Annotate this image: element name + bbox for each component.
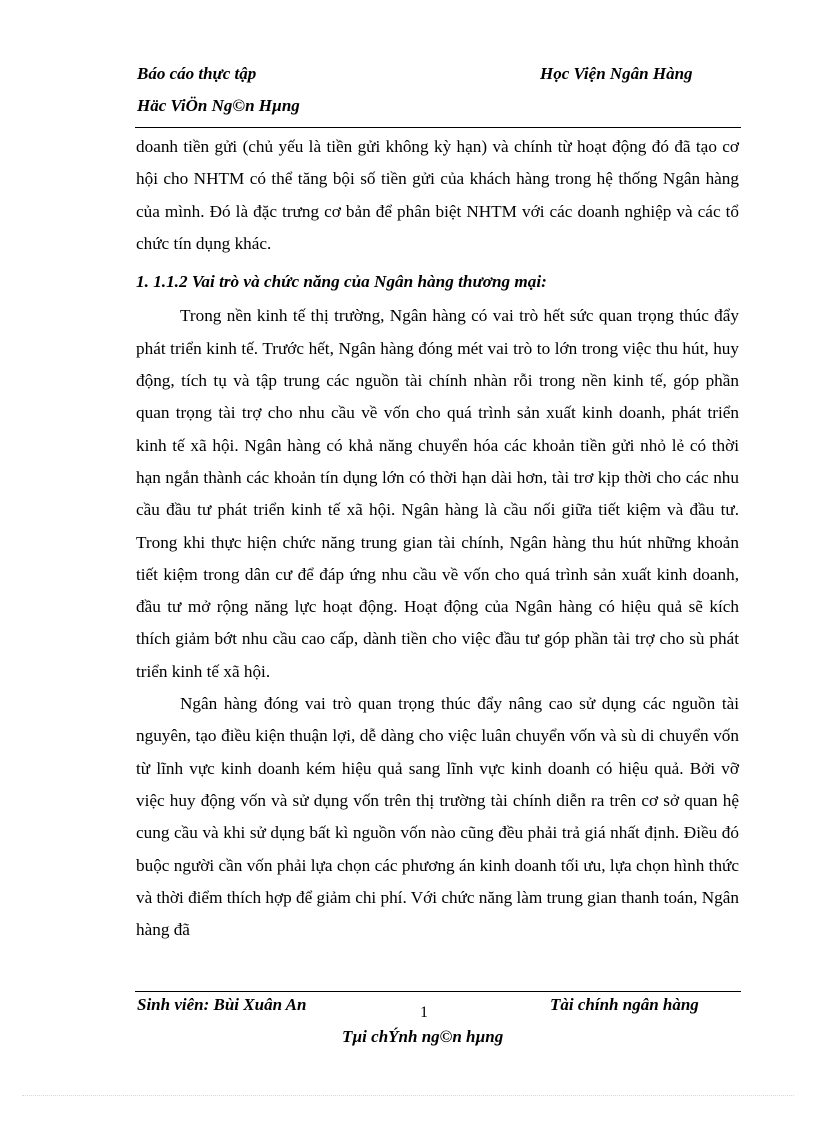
header-rule [135, 127, 741, 128]
section-heading: 1. 1.1.2 Vai trò và chức năng của Ngân hàng thương mại: [136, 272, 547, 292]
paragraph-2: Trong nền kinh tế thị trường, Ngân hàng có vai trò hết sức quan trọng thúc đẩy phát triển kinh tế. Trước hết, Ngân hàng đóng mét vai trò to lớn trong việc thu hút, huy động, tích tụ và tập trung các nguồn tài chính nhàn rỗi trong nền kinh tế, góp phần quan trọng tài trợ cho nhu cầu về vốn cho quá trình sản xuất kinh doanh, phát triển kinh tế xã hội. Ngân hàng có khả năng chuyển hóa các khoản tiền gửi nhỏ lẻ có thời hạn ngắn thành các khoản tín dụng lớn có thời hạn dài hơn, tài trơ kịp thời cho các nhu cầu đầu tư phát triển kinh tế xã hội. Ngân hàng là cầu nối giữa tiết kiệm và đầu tư. Trong khi thực hiện chức năng trung gian tài chính, Ngân hàng thu hút những khoản tiết kiệm trong dân cư để đáp ứng nhu cầu về vốn cho quá trình sản xuất kinh doanh, đầu tư mở rộng năng lực hoạt động. Hoạt động của Ngân hàng có hiệu quả sẽ kích thích giảm bớt nhu cầu cao cấp, dành tiền cho việc đầu tư góp phần tài trợ cho sù phát triển kinh tế xã hội. [136, 306, 739, 681]
paragraph-1: doanh tiền gửi (chủ yếu là tiền gửi không kỳ hạn) và chính từ hoạt động đó đã tạo cơ hội cho NHTM có thể tăng bội số tiền gửi của khách hàng trong hệ thống Ngân hàng của mình. Đó là đặc trưng cơ bản để phân biệt NHTM với các doanh nghiệp và các tổ chức tín dụng khác. [136, 137, 739, 253]
footer-student-name: Sinh viên: Bùi Xuân An [137, 995, 307, 1014]
page-number: 1 [420, 1004, 428, 1021]
header-left-title: Báo cáo thực tập [137, 64, 257, 83]
footer-garbled-line: Tµi chÝnh ng©n hµng [342, 1027, 504, 1046]
page-bottom-dotted-line [22, 1095, 794, 1096]
footer-rule [135, 991, 741, 992]
header-garbled-line: Häc ViÖn Ng©n Hµng [137, 96, 300, 115]
document-body [136, 131, 739, 946]
header-right-title: Học Viện Ngân Hàng [540, 64, 693, 83]
paragraph-3: Ngân hàng đóng vai trò quan trọng thúc đẩy nâng cao sử dụng các nguồn tài nguyên, tạo điều kiện thuận lợi, dễ dàng cho việc luân chuyển vốn và sù di chuyển vốn từ lĩnh vực kinh doanh kém hiệu quả sang lĩnh vực kinh doanh có hiệu quả. Bởi vỡ việc huy động vốn và sử dụng vốn trên thị trường tài chính diễn ra trên cơ sở quan hệ cung cầu và khi sử dụng bất kì nguồn vốn nào cũng đều phải trả giá nhất định. Điều đó buộc người cần vốn phải lựa chọn các phương án kinh doanh tối ưu, lựa chọn hình thức và thời điểm thích hợp để giảm chi phí. Với chức năng làm trung gian thanh toán, Ngân hàng đã [136, 694, 739, 940]
footer-major: Tài chính ngân hàng [550, 995, 699, 1014]
